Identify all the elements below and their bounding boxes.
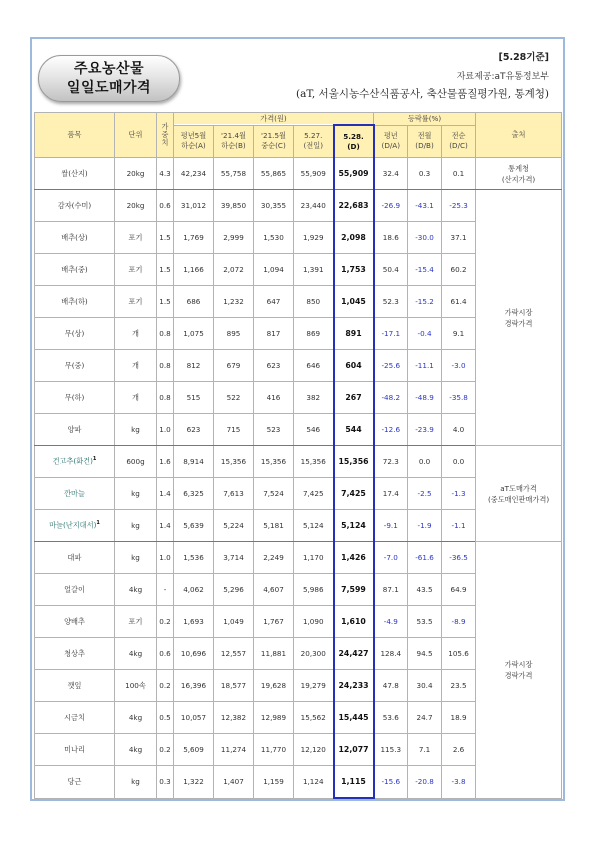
table-cell-change-da: -17.1 — [374, 318, 408, 350]
table-cell-price-d: 15,356 — [334, 446, 374, 478]
price-table-body — [35, 158, 562, 799]
table-cell-change-db: 24.7 — [408, 702, 442, 734]
table-cell-change-dc: 23.5 — [442, 670, 476, 702]
title-badge — [38, 55, 180, 102]
table-cell-weight: 1.5 — [157, 254, 174, 286]
table-cell-weight: 0.2 — [157, 670, 174, 702]
table-cell-item — [35, 190, 115, 222]
table-cell-price-b: 522 — [214, 382, 254, 414]
table-cell-change-db: -15.2 — [408, 286, 442, 318]
table-cell-change-db: -15.4 — [408, 254, 442, 286]
table-cell-price-a: 1,075 — [174, 318, 214, 350]
header-price-group: 가격(원) — [174, 113, 374, 126]
price-table — [34, 112, 562, 799]
table-cell-change-dc: -3.0 — [442, 350, 476, 382]
table-cell-price-d: 24,427 — [334, 638, 374, 670]
table-cell-item — [35, 382, 115, 414]
table-cell-price-a: 1,536 — [174, 542, 214, 574]
table-cell-item — [35, 638, 115, 670]
table-cell-change-da: 72.3 — [374, 446, 408, 478]
table-cell-price-prev: 55,909 — [294, 158, 334, 190]
table-cell-price-d: 267 — [334, 382, 374, 414]
table-cell-price-c: 55,865 — [254, 158, 294, 190]
table-cell-change-da: 32.4 — [374, 158, 408, 190]
table-cell-price-a: 4,062 — [174, 574, 214, 606]
table-cell-price-d: 1,115 — [334, 766, 374, 799]
source-line-2: 경락가격 — [504, 318, 533, 328]
item-name: 무(상) — [64, 328, 85, 338]
table-cell-price-c: 523 — [254, 414, 294, 446]
table-cell-item — [35, 318, 115, 350]
table-cell-source — [476, 542, 562, 799]
item-name: 건고추(화건) — [52, 456, 93, 466]
table-cell-item — [35, 158, 115, 190]
table-cell-weight: 0.3 — [157, 766, 174, 799]
table-cell-price-prev: 7,425 — [294, 478, 334, 510]
table-cell-price-a: 16,396 — [174, 670, 214, 702]
table-cell-item — [35, 510, 115, 542]
header-change-db-l2: (D/B) — [415, 141, 434, 151]
header-change-group: 등락률(%) — [374, 113, 476, 126]
table-cell-change-dc: 9.1 — [442, 318, 476, 350]
table-cell-price-d: 1,045 — [334, 286, 374, 318]
table-cell-weight: 0.2 — [157, 734, 174, 766]
table-cell-price-c: 2,249 — [254, 542, 294, 574]
source-line-1: 가락시장 — [504, 659, 533, 669]
table-cell-price-a: 5,639 — [174, 510, 214, 542]
item-name: 당근 — [67, 776, 82, 786]
table-cell-weight: 0.6 — [157, 638, 174, 670]
table-cell-weight: - — [157, 574, 174, 606]
table-cell-change-db: 0.0 — [408, 446, 442, 478]
header-price-a — [174, 125, 214, 158]
header-price-a-l2: 하순(A) — [181, 141, 206, 151]
table-cell-price-prev: 19,279 — [294, 670, 334, 702]
table-cell-price-prev: 1,090 — [294, 606, 334, 638]
table-cell-change-da: 128.4 — [374, 638, 408, 670]
table-cell-item — [35, 606, 115, 638]
footnote-marker: 1 — [92, 456, 97, 463]
table-cell-item — [35, 766, 115, 799]
header-item: 품목 — [35, 113, 115, 158]
table-cell-change-db: 30.4 — [408, 670, 442, 702]
table-row — [35, 542, 562, 574]
table-cell-unit: kg — [115, 414, 157, 446]
table-cell-price-prev: 20,300 — [294, 638, 334, 670]
table-cell-weight: 0.2 — [157, 606, 174, 638]
table-cell-change-db: -11.1 — [408, 350, 442, 382]
table-cell-price-c: 1,159 — [254, 766, 294, 799]
table-cell-price-prev: 1,391 — [294, 254, 334, 286]
table-cell-weight: 1.0 — [157, 414, 174, 446]
table-cell-price-b: 39,850 — [214, 190, 254, 222]
table-cell-change-da: 52.3 — [374, 286, 408, 318]
table-cell-price-b: 7,613 — [214, 478, 254, 510]
header-change-da-l1: 평년 — [383, 131, 398, 141]
basis-date: [5.28기준] — [498, 52, 549, 63]
table-cell-item — [35, 254, 115, 286]
source-line-2: 경락가격 — [504, 670, 533, 680]
table-cell-price-a: 1,769 — [174, 222, 214, 254]
table-cell-price-prev: 869 — [294, 318, 334, 350]
header-weight — [157, 113, 174, 158]
table-cell-price-a: 31,012 — [174, 190, 214, 222]
item-name: 얼갈이 — [64, 584, 85, 594]
table-cell-price-d: 24,233 — [334, 670, 374, 702]
item-name: 대파 — [67, 552, 82, 562]
table-cell-price-b: 1,407 — [214, 766, 254, 799]
table-cell-change-dc: -1.1 — [442, 510, 476, 542]
table-cell-change-dc: 4.0 — [442, 414, 476, 446]
header-change-da-l2: (D/A) — [381, 141, 401, 151]
table-cell-price-c: 623 — [254, 350, 294, 382]
table-cell-unit: 600g — [115, 446, 157, 478]
table-cell-price-d: 55,909 — [334, 158, 374, 190]
table-cell-price-a: 5,609 — [174, 734, 214, 766]
table-cell-price-c: 4,607 — [254, 574, 294, 606]
table-cell-price-a: 6,325 — [174, 478, 214, 510]
table-cell-unit: 포기 — [115, 606, 157, 638]
table-cell-change-dc: -35.8 — [442, 382, 476, 414]
table-cell-weight: 0.8 — [157, 318, 174, 350]
table-cell-unit: kg — [115, 542, 157, 574]
table-cell-change-dc: -25.3 — [442, 190, 476, 222]
table-cell-change-dc: 60.2 — [442, 254, 476, 286]
source-line-2: (산지가격) — [501, 174, 536, 184]
table-cell-weight: 1.4 — [157, 478, 174, 510]
header-price-d-l1: 5.28. — [343, 131, 364, 141]
header-change-dc-l1: 전순 — [451, 131, 466, 141]
table-cell-change-db: -43.1 — [408, 190, 442, 222]
table-cell-price-a: 10,057 — [174, 702, 214, 734]
header-price-c-l1: '21.5월 — [261, 131, 286, 141]
table-cell-change-db: 53.5 — [408, 606, 442, 638]
table-cell-price-d: 7,599 — [334, 574, 374, 606]
table-cell-weight: 1.4 — [157, 510, 174, 542]
table-cell-change-db: -23.9 — [408, 414, 442, 446]
table-cell-item — [35, 446, 115, 478]
table-cell-price-prev: 15,356 — [294, 446, 334, 478]
table-cell-price-prev: 5,124 — [294, 510, 334, 542]
table-cell-change-da: -48.2 — [374, 382, 408, 414]
table-cell-price-b: 12,382 — [214, 702, 254, 734]
header-price-prev-l1: 5.27. — [304, 131, 323, 141]
table-cell-price-d: 1,610 — [334, 606, 374, 638]
header-price-b-l2: 하순(B) — [221, 141, 246, 151]
table-cell-price-c: 647 — [254, 286, 294, 318]
table-cell-unit: 개 — [115, 318, 157, 350]
item-name: 시금치 — [64, 712, 85, 722]
table-cell-change-dc: 0.0 — [442, 446, 476, 478]
table-cell-item — [35, 574, 115, 606]
header-source: 출처 — [476, 113, 562, 158]
table-cell-item — [35, 222, 115, 254]
table-cell-price-prev: 5,986 — [294, 574, 334, 606]
table-cell-change-da: -15.6 — [374, 766, 408, 799]
table-cell-price-d: 7,425 — [334, 478, 374, 510]
table-cell-price-d: 1,753 — [334, 254, 374, 286]
table-cell-price-c: 1,094 — [254, 254, 294, 286]
item-name: 배추(중) — [61, 264, 88, 274]
table-cell-change-da: -25.6 — [374, 350, 408, 382]
table-cell-price-c: 19,628 — [254, 670, 294, 702]
table-cell-unit: 개 — [115, 350, 157, 382]
table-cell-item — [35, 286, 115, 318]
table-cell-change-db: -0.4 — [408, 318, 442, 350]
table-cell-price-a: 1,693 — [174, 606, 214, 638]
table-cell-change-dc: -1.3 — [442, 478, 476, 510]
table-cell-price-a: 8,914 — [174, 446, 214, 478]
item-name: 배추(상) — [61, 232, 88, 242]
table-cell-price-b: 1,232 — [214, 286, 254, 318]
item-name: 청상추 — [64, 648, 85, 658]
title-line-2: 일일도매가격 — [66, 79, 152, 96]
table-cell-price-b: 5,296 — [214, 574, 254, 606]
header-price-d — [334, 125, 374, 158]
item-name: 양배추 — [64, 616, 85, 626]
table-cell-price-a: 515 — [174, 382, 214, 414]
header-price-c — [254, 125, 294, 158]
table-cell-price-d: 5,124 — [334, 510, 374, 542]
header-change-da — [374, 125, 408, 158]
table-cell-price-c: 1,767 — [254, 606, 294, 638]
table-cell-unit: 20kg — [115, 158, 157, 190]
table-cell-price-c: 12,989 — [254, 702, 294, 734]
table-cell-change-dc: 2.6 — [442, 734, 476, 766]
header-change-dc-l2: (D/C) — [449, 141, 468, 151]
table-cell-change-db: -30.0 — [408, 222, 442, 254]
table-cell-weight: 1.5 — [157, 286, 174, 318]
table-cell-price-d: 12,077 — [334, 734, 374, 766]
table-cell-source — [476, 446, 562, 542]
table-cell-weight: 1.6 — [157, 446, 174, 478]
header-price-a-l1: 평년5월 — [180, 131, 207, 141]
table-cell-price-b: 15,356 — [214, 446, 254, 478]
table-cell-price-b: 18,577 — [214, 670, 254, 702]
table-cell-price-prev: 1,170 — [294, 542, 334, 574]
item-name: 쌀(산지) — [61, 168, 88, 178]
table-cell-price-d: 544 — [334, 414, 374, 446]
table-cell-unit: kg — [115, 478, 157, 510]
table-cell-change-da: 50.4 — [374, 254, 408, 286]
table-cell-item — [35, 702, 115, 734]
header-change-dc — [442, 125, 476, 158]
table-cell-price-b: 1,049 — [214, 606, 254, 638]
table-cell-item — [35, 734, 115, 766]
header-weight-label: 가중치 — [161, 122, 169, 147]
table-cell-unit: 포기 — [115, 286, 157, 318]
source-line-2: (중도매인판매가격) — [487, 494, 550, 504]
table-row — [35, 158, 562, 190]
table-cell-price-b: 11,274 — [214, 734, 254, 766]
table-cell-price-d: 2,098 — [334, 222, 374, 254]
table-cell-price-a: 1,166 — [174, 254, 214, 286]
table-cell-price-d: 604 — [334, 350, 374, 382]
header-price-prev — [294, 125, 334, 158]
table-cell-change-dc: -36.5 — [442, 542, 476, 574]
item-name: 마늘(난지대서) — [49, 520, 97, 530]
table-cell-price-prev: 1,929 — [294, 222, 334, 254]
table-cell-change-da: -26.9 — [374, 190, 408, 222]
table-cell-change-da: -4.9 — [374, 606, 408, 638]
table-cell-weight: 1.5 — [157, 222, 174, 254]
table-cell-change-db: 0.3 — [408, 158, 442, 190]
header-unit: 단위 — [115, 113, 157, 158]
header-price-b — [214, 125, 254, 158]
table-cell-price-b: 2,072 — [214, 254, 254, 286]
item-name: 배추(하) — [61, 296, 88, 306]
table-cell-price-c: 1,530 — [254, 222, 294, 254]
table-cell-price-c: 30,355 — [254, 190, 294, 222]
source-line-1: aT도매가격 — [500, 483, 537, 493]
table-cell-price-c: 11,770 — [254, 734, 294, 766]
table-cell-weight: 0.8 — [157, 382, 174, 414]
table-cell-price-c: 7,524 — [254, 478, 294, 510]
table-cell-unit: 4kg — [115, 574, 157, 606]
table-cell-price-d: 1,426 — [334, 542, 374, 574]
header-price-c-l2: 중순(C) — [261, 141, 286, 151]
table-cell-price-c: 416 — [254, 382, 294, 414]
table-cell-price-prev: 646 — [294, 350, 334, 382]
table-cell-price-b: 55,758 — [214, 158, 254, 190]
table-cell-change-db: -20.8 — [408, 766, 442, 799]
item-name: 양파 — [67, 424, 82, 434]
table-cell-price-prev: 15,562 — [294, 702, 334, 734]
header-change-db — [408, 125, 442, 158]
table-cell-price-d: 891 — [334, 318, 374, 350]
table-cell-change-dc: 61.4 — [442, 286, 476, 318]
table-cell-unit: kg — [115, 510, 157, 542]
table-cell-change-dc: 64.9 — [442, 574, 476, 606]
table-cell-change-dc: 0.1 — [442, 158, 476, 190]
table-cell-change-dc: 37.1 — [442, 222, 476, 254]
table-cell-price-c: 15,356 — [254, 446, 294, 478]
table-cell-source — [476, 158, 562, 190]
table-cell-unit: 개 — [115, 382, 157, 414]
table-cell-weight: 4.3 — [157, 158, 174, 190]
item-name: 무(중) — [64, 360, 85, 370]
table-cell-change-da: 115.3 — [374, 734, 408, 766]
table-cell-weight: 0.8 — [157, 350, 174, 382]
data-source: 자료제공:aT유통정보부 — [456, 72, 549, 82]
table-cell-change-dc: 18.9 — [442, 702, 476, 734]
source-line-1: 가락시장 — [504, 307, 533, 317]
table-row — [35, 446, 562, 478]
header-price-b-l1: '21.4월 — [221, 131, 246, 141]
table-cell-price-a: 10,696 — [174, 638, 214, 670]
table-cell-price-prev: 1,124 — [294, 766, 334, 799]
agencies-line: (aT, 서울시농수산식품공사, 축산물품질평가원, 통계청) — [296, 88, 549, 100]
table-cell-change-da: 87.1 — [374, 574, 408, 606]
table-cell-change-db: 94.5 — [408, 638, 442, 670]
table-cell-price-prev: 382 — [294, 382, 334, 414]
table-cell-price-a: 623 — [174, 414, 214, 446]
table-cell-item — [35, 414, 115, 446]
table-cell-unit: 포기 — [115, 222, 157, 254]
table-cell-unit: 4kg — [115, 638, 157, 670]
header-price-prev-l2: (전일) — [303, 141, 323, 151]
footnote-marker: 1 — [96, 520, 100, 527]
table-cell-change-db: 43.5 — [408, 574, 442, 606]
table-cell-price-prev: 546 — [294, 414, 334, 446]
table-row — [35, 190, 562, 222]
table-cell-price-d: 22,683 — [334, 190, 374, 222]
item-name: 깐마늘 — [64, 488, 85, 498]
table-cell-item — [35, 542, 115, 574]
item-name: 무(하) — [64, 392, 85, 402]
table-cell-change-da: -9.1 — [374, 510, 408, 542]
table-cell-unit: 20kg — [115, 190, 157, 222]
item-name: 깻잎 — [67, 680, 82, 690]
table-cell-change-da: 17.4 — [374, 478, 408, 510]
table-cell-price-b: 715 — [214, 414, 254, 446]
table-cell-change-da: -7.0 — [374, 542, 408, 574]
header-price-d-l2: (D) — [347, 141, 360, 151]
table-cell-change-da: -12.6 — [374, 414, 408, 446]
table-cell-price-b: 895 — [214, 318, 254, 350]
table-cell-weight: 1.0 — [157, 542, 174, 574]
table-cell-price-c: 5,181 — [254, 510, 294, 542]
table-cell-change-dc: 105.6 — [442, 638, 476, 670]
table-cell-item — [35, 478, 115, 510]
table-cell-change-dc: -3.8 — [442, 766, 476, 799]
table-cell-change-da: 47.8 — [374, 670, 408, 702]
table-cell-change-dc: -8.9 — [442, 606, 476, 638]
table-cell-change-db: -61.6 — [408, 542, 442, 574]
table-cell-price-prev: 850 — [294, 286, 334, 318]
table-cell-price-b: 3,714 — [214, 542, 254, 574]
table-cell-unit: 100속 — [115, 670, 157, 702]
table-cell-price-a: 812 — [174, 350, 214, 382]
table-cell-price-a: 42,234 — [174, 158, 214, 190]
table-cell-item — [35, 350, 115, 382]
table-cell-price-c: 11,881 — [254, 638, 294, 670]
table-cell-price-a: 686 — [174, 286, 214, 318]
table-cell-change-db: 7.1 — [408, 734, 442, 766]
table-cell-change-db: -1.9 — [408, 510, 442, 542]
table-cell-source — [476, 190, 562, 446]
source-line-1: 통계청 — [508, 163, 529, 173]
table-cell-price-prev: 23,440 — [294, 190, 334, 222]
table-cell-weight: 0.6 — [157, 190, 174, 222]
table-cell-price-b: 2,999 — [214, 222, 254, 254]
table-cell-unit: 포기 — [115, 254, 157, 286]
table-cell-unit: kg — [115, 766, 157, 799]
title-line-1: 주요농산물 — [73, 60, 145, 77]
table-cell-change-da: 18.6 — [374, 222, 408, 254]
table-cell-price-b: 679 — [214, 350, 254, 382]
table-cell-item — [35, 670, 115, 702]
table-cell-price-a: 1,322 — [174, 766, 214, 799]
table-cell-price-prev: 12,120 — [294, 734, 334, 766]
table-cell-unit: 4kg — [115, 702, 157, 734]
table-cell-price-d: 15,445 — [334, 702, 374, 734]
item-name: 감자(수미) — [57, 200, 92, 210]
table-cell-unit: 4kg — [115, 734, 157, 766]
header-change-db-l1: 전월 — [417, 131, 432, 141]
table-cell-change-db: -48.9 — [408, 382, 442, 414]
table-cell-change-db: -2.5 — [408, 478, 442, 510]
table-cell-weight: 0.5 — [157, 702, 174, 734]
item-name: 미나리 — [64, 744, 85, 754]
table-cell-price-b: 12,557 — [214, 638, 254, 670]
table-cell-price-c: 817 — [254, 318, 294, 350]
table-cell-change-da: 53.6 — [374, 702, 408, 734]
table-cell-price-b: 5,224 — [214, 510, 254, 542]
